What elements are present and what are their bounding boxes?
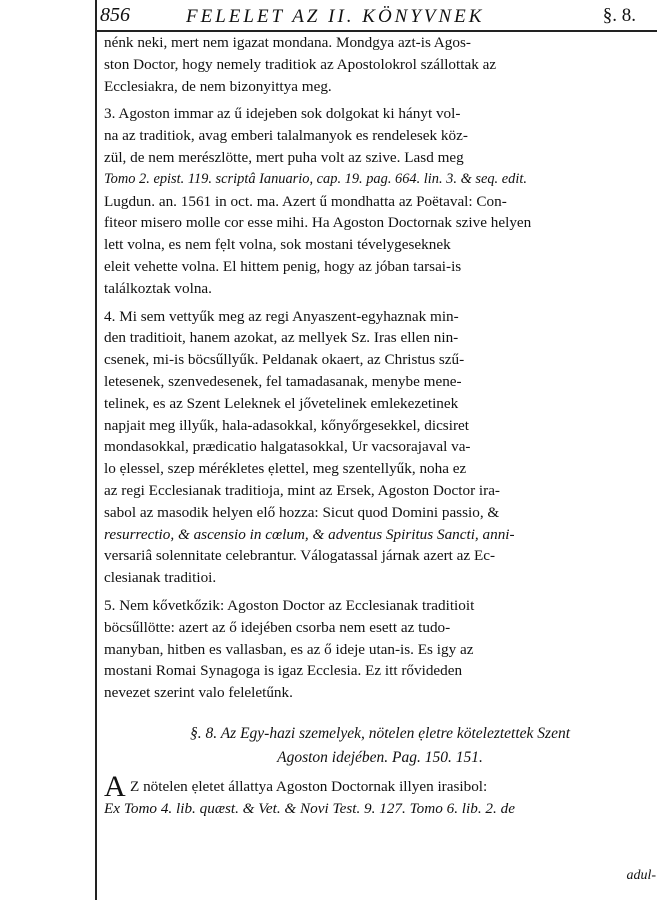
text-line: mostani Romai Synagoga is igaz Ecclesia. Ez itt rővideden — [104, 662, 463, 680]
text-line: lett volna, es nem fẹlt volna, sok mostani tévelygeseknek — [104, 236, 451, 254]
running-title: FELELET AZ II. KÖNYVNEK — [186, 6, 485, 27]
text-line: 4. Mi sem vettyűk meg az regi Anyaszent-egyhaznak min- — [104, 307, 459, 325]
section-heading-line: §. 8. Az Egy-hazi szemelyek, nötelen ẹletre köteleztettek Szent — [189, 724, 571, 742]
text-line: resurrectio, & ascensio in cœlum, & adventus Spiritus Sancti, anni- — [104, 525, 515, 543]
text-line: az regi Ecclesianak traditioja, mint az Ersek, Agoston Doctor ira- — [104, 481, 500, 499]
text-line: Ex Tomo 4. lib. quæst. & Vet. & Novi Test. 9. 127. Tomo 6. lib. 2. de — [104, 799, 515, 817]
text-line: letesenek, szenvedesenek, fel tamadasanak, menybe mene- — [104, 372, 462, 390]
page-number: 856 — [100, 4, 130, 26]
paragraph-4 — [104, 306, 656, 589]
text-body — [104, 32, 656, 820]
paragraph-5 — [104, 595, 656, 704]
text-line: telinek, es az Szent Leleknek el jővetelinek emlekezetinek — [104, 394, 459, 412]
text-line: találkoztak volna. — [104, 279, 212, 297]
text-line: fiteor misero molle cor esse mihi. Ha Agoston Doctornak szive helyen — [104, 214, 532, 232]
section-8-body — [104, 776, 656, 820]
text-line: mondasokkal, prædicatio halgatasokkal, Ur vacsorajaval va- — [104, 438, 471, 456]
text-line: na az traditiok, avag emberi talalmanyok es rendelesek köz- — [104, 127, 468, 145]
text-line: nevezet szerint valo feleletűnk. — [104, 684, 293, 702]
text-line: 5. Nem kővetkőzik: Agoston Doctor az Ecclesianak traditioit — [104, 596, 475, 614]
text-line: nénk neki, mert nem igazat mondana. Mondgya azt-is Agos- — [104, 34, 471, 51]
text-line: Lugdun. an. 1561 in oct. ma. Azert ű mondhatta az Poëtaval: Con- — [104, 192, 507, 210]
text-line: manyban, hitben es vallasban, es az ő ideje utan-is. Es igy az — [104, 640, 474, 658]
text-line: ston Doctor, hogy nemely traditiok az Apostolokrol szállottak az — [104, 55, 497, 73]
text-line: böcsűllötte: azert az ő idejében csorba nem esett az tudo- — [104, 618, 451, 636]
text-line: zül, de nem merészlötte, mert puha volt az szive. Lasd meg — [104, 148, 464, 166]
section-marker: §. 8. — [602, 5, 636, 26]
text-line-content: Z nötelen ẹletet állattya Agoston Doctornak illyen irasibol: — [130, 777, 488, 795]
drop-cap: A — [104, 775, 126, 798]
section-8-heading — [104, 722, 656, 770]
text-line: csenek, mi-is böcsűllyűk. Peldanak okaert, az Christus szű- — [104, 351, 465, 369]
text-line: eleit vehette volna. El hittem penig, hogy az jóban tarsai-is — [104, 257, 462, 275]
text-line: Tomo 2. epist. 119. scriptâ Ianuario, cap. 19. pag. 664. lin. 3. & seq. edit. — [104, 170, 527, 187]
paragraph-3 — [104, 103, 656, 299]
text-line: versariâ solennitate celebrantur. Válogatassal járnak azert az Ec- — [104, 547, 496, 565]
text-line: napjait meg illyűk, hala-adasokkal, kőnyőrgesekkel, dicsiret — [104, 416, 469, 434]
text-line: lo ẹlessel, szep mérékletes ẹlettel, meg szentellyűk, noha ez — [104, 460, 467, 478]
text-line: sabol az masodik helyen elő hozza: Sicut quod Domini passio, & — [104, 503, 500, 521]
text-line: den traditioit, hanem azokat, az mellyek Sz. Iras ellen nin- — [104, 329, 459, 347]
running-header — [98, 4, 658, 28]
page-edge-rule — [95, 0, 97, 900]
catchword: adul- — [626, 868, 656, 883]
text-line: clesianak traditioi. — [104, 569, 217, 587]
text-line — [104, 776, 656, 798]
paragraph-2-continued — [104, 32, 656, 97]
text-line: 3. Agoston immar az ű idejeben sok dolgokat ki hányt vol- — [104, 105, 461, 123]
section-heading-line: Agoston idejében. Pag. 150. 151. — [277, 748, 483, 766]
text-line: Ecclesiakra, de nem bizonyittya meg. — [104, 77, 332, 95]
